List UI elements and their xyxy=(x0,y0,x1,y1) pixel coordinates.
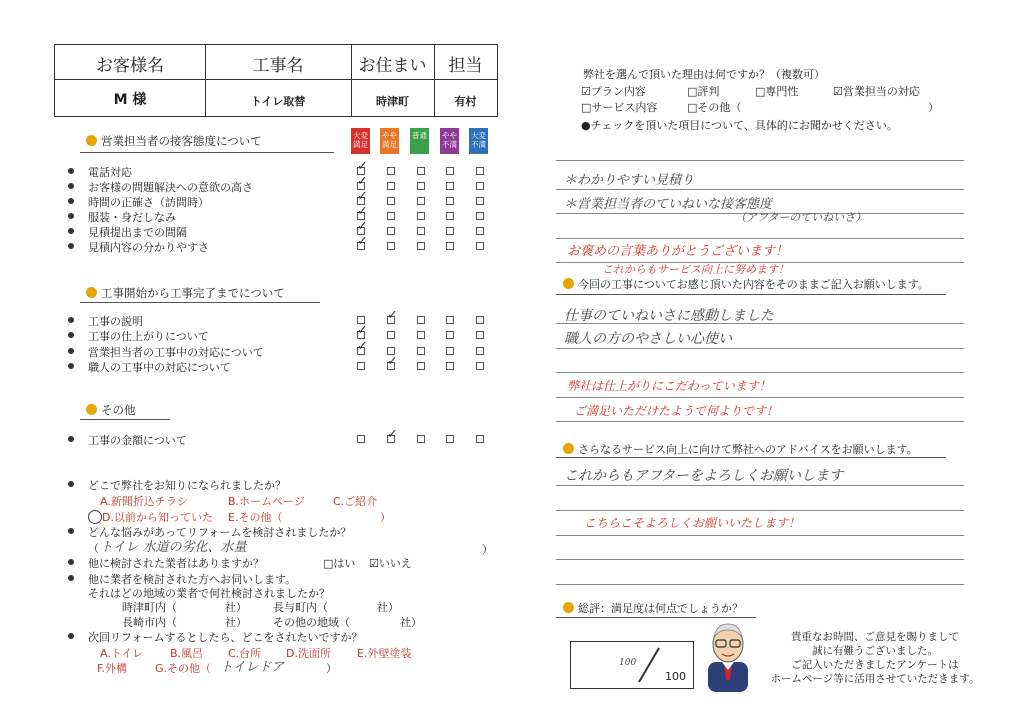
which-r2b-unit: 社） xyxy=(400,616,422,629)
section3-item-1: 工事の金額について xyxy=(68,432,187,448)
checkbox[interactable] xyxy=(387,197,395,205)
reason-opt-service[interactable]: □サービス内容 xyxy=(581,101,658,114)
question-other: 他に検討された業者はありますか？ xyxy=(68,555,264,571)
reason-hand-3[interactable]: （アフターのていねいさ） xyxy=(735,211,867,224)
section1-item-2: お客様の問題解決への意欲の高さ xyxy=(68,179,253,195)
next-opt-g-close: ） xyxy=(326,662,337,675)
checkbox[interactable] xyxy=(476,167,484,175)
checkbox[interactable] xyxy=(476,197,484,205)
question-which: 他に業者を検討された方へお伺いします。 xyxy=(68,571,296,587)
question-next: 次回リフォームするとしたら、どこをされたいですか？ xyxy=(68,629,362,645)
section1-item-1: 電話対応 xyxy=(68,164,132,180)
checkbox[interactable] xyxy=(476,227,484,235)
thanks-message xyxy=(760,630,990,686)
checkbox[interactable] xyxy=(357,362,365,370)
checkbox[interactable] xyxy=(387,182,395,190)
impression-question: 今回の工事についてお感じ頂いた内容をそのままご記入お願いします。 xyxy=(563,276,929,292)
checkbox[interactable] xyxy=(417,197,425,205)
checkbox[interactable] xyxy=(476,435,484,443)
section1-item-3: 時間の正確さ（訪問時） xyxy=(68,194,209,210)
next-opt-a[interactable]: A.トイレ xyxy=(100,647,144,660)
impression-hand-2[interactable]: 職人の方のやさしい心使い xyxy=(564,331,732,347)
checkbox[interactable] xyxy=(357,347,365,355)
header-customer-label: お客様名 xyxy=(96,56,164,76)
section1-item-4: 服装・身だしなみ xyxy=(68,209,176,225)
which-r1b: 長与町内（ xyxy=(273,601,328,614)
reason-detail-prompt: ●チェックを頂いた項目について、具体的にお聞かせください。 xyxy=(581,119,898,132)
checkbox[interactable] xyxy=(387,242,395,250)
reply-1a: お褒めの言葉ありがとうございます！ xyxy=(567,244,789,259)
rating-label-5: 大変不満 xyxy=(469,128,488,154)
thanks-line: ご記入いただきましたアンケートは xyxy=(791,659,959,671)
next-opt-c[interactable]: C.台所 xyxy=(228,647,262,660)
checkbox[interactable] xyxy=(417,347,425,355)
section1-title: 営業担当者の接客態度について xyxy=(86,133,262,149)
next-opt-f[interactable]: F.外構 xyxy=(97,662,128,675)
next-opt-g[interactable]: G.その他（ xyxy=(155,662,212,675)
checkbox[interactable] xyxy=(476,362,484,370)
reason-hand-2[interactable]: ＊営業担当者のていねいな接客態度 xyxy=(564,197,773,212)
checkbox[interactable] xyxy=(476,316,484,324)
which-r2a-unit: 社） xyxy=(225,616,247,629)
section3-title: その他 xyxy=(86,402,136,418)
score-box[interactable] xyxy=(570,641,694,689)
slash-mark xyxy=(635,646,663,684)
checkbox[interactable] xyxy=(446,197,454,205)
checkbox[interactable] xyxy=(476,212,484,220)
checkbox[interactable] xyxy=(476,182,484,190)
bulb-icon xyxy=(86,287,97,298)
source-opt-b[interactable]: B.ホームページ xyxy=(228,495,305,508)
checkbox[interactable] xyxy=(387,167,395,175)
header-staff-label: 担当 xyxy=(448,56,483,76)
other-yes[interactable]: □はい xyxy=(323,557,356,570)
advice-hand[interactable]: これからもアフターをよろしくお願いします xyxy=(564,468,844,484)
checkbox[interactable] xyxy=(417,316,425,324)
checkbox[interactable] xyxy=(476,242,484,250)
checkbox[interactable] xyxy=(387,227,395,235)
reason-opt-other-close: ） xyxy=(928,101,939,114)
checkbox[interactable] xyxy=(417,362,425,370)
checkbox[interactable] xyxy=(446,242,454,250)
source-opt-e[interactable]: E.その他（ xyxy=(228,511,283,524)
section2-item-4: 職人の工事中の対応について xyxy=(68,359,231,375)
checkbox[interactable] xyxy=(387,435,395,443)
checkbox[interactable] xyxy=(387,212,395,220)
bulb-icon xyxy=(563,278,574,289)
checkbox[interactable] xyxy=(476,331,484,339)
which-r2b: その他の地域（ xyxy=(273,616,350,629)
checkbox[interactable] xyxy=(476,347,484,355)
header-table xyxy=(54,44,498,117)
bulb-icon xyxy=(563,602,574,613)
rating-label-2: やや満足 xyxy=(380,128,399,154)
checkbox[interactable] xyxy=(417,331,425,339)
checkbox[interactable] xyxy=(387,331,395,339)
which-r1a: 時津町内（ xyxy=(122,601,177,614)
section2-item-2: 工事の仕上がりについて xyxy=(68,328,209,344)
other-no[interactable]: ☑いいえ xyxy=(369,557,412,570)
next-opt-b[interactable]: B.風呂 xyxy=(170,647,204,660)
bulb-icon xyxy=(86,135,97,146)
next-opt-g-answer[interactable]: トイレドア xyxy=(220,660,284,675)
area-name: 時津町 xyxy=(376,95,409,108)
checkbox[interactable] xyxy=(446,212,454,220)
score-question: 総評：満足度は何点でしょうか？ xyxy=(563,600,743,616)
rating-label-3: 普通 xyxy=(410,128,429,154)
bulb-icon xyxy=(563,443,574,454)
checkbox[interactable] xyxy=(446,347,454,355)
header-area-label: お住まい xyxy=(358,56,427,76)
reason-opt-plan[interactable]: ☑プラン内容 xyxy=(581,85,646,98)
checkbox[interactable] xyxy=(446,182,454,190)
reply-1b: これからもサービス向上に努めます！ xyxy=(602,263,789,276)
reply-2b: ご満足いただけたようで何よりです！ xyxy=(574,404,779,418)
rating-label-1: 大変満足 xyxy=(351,128,370,154)
reason-opt-staff[interactable]: ☑営業担当の対応 xyxy=(833,85,920,98)
source-opt-a[interactable]: A.新聞折込チラシ xyxy=(100,495,188,508)
thanks-line: ホームページ等に活用させていただきます。 xyxy=(770,673,980,685)
reason-opt-other[interactable]: □その他（ xyxy=(687,101,742,114)
checkbox[interactable] xyxy=(357,331,365,339)
source-opt-e-close: ） xyxy=(380,511,391,524)
question-source: どこで弊社をお知りになられましたか？ xyxy=(68,477,286,493)
header-work-label: 工事名 xyxy=(252,56,304,76)
staff-name: 有村 xyxy=(454,95,477,108)
worry-close: ） xyxy=(482,543,493,556)
section2-title: 工事開始から工事完了までについて xyxy=(86,285,285,301)
which-r2a: 長崎市内（ xyxy=(122,616,177,629)
rating-label-4: やや不満 xyxy=(440,128,459,154)
checkbox[interactable] xyxy=(446,362,454,370)
reason-opt-reputation[interactable]: □評判 xyxy=(687,85,720,98)
impression-hand-1[interactable]: 仕事のていねいさに感動しました xyxy=(564,308,774,324)
which-line2: それはどの地域の業者で何社検討されましたか？ xyxy=(88,587,330,600)
checkbox[interactable] xyxy=(446,316,454,324)
checkbox[interactable] xyxy=(417,242,425,250)
checkbox[interactable] xyxy=(417,182,425,190)
reason-question: 弊社を選んで頂いた理由は何ですか？（複数可） xyxy=(583,68,825,81)
section2-item-3: 営業担当者の工事中の対応について xyxy=(68,344,264,360)
next-opt-e[interactable]: E.外壁塗装 xyxy=(357,647,412,660)
checkbox[interactable] xyxy=(387,316,395,324)
checkbox[interactable] xyxy=(446,435,454,443)
checkbox[interactable] xyxy=(417,212,425,220)
reply-3: こちらこそよろしくお願いいたします！ xyxy=(584,516,801,530)
reason-hand-1[interactable]: ＊わかりやすい見積り xyxy=(564,173,695,188)
score-hand[interactable]: 100 xyxy=(619,658,637,668)
question-worry: どんな悩みがあってリフォームを検討されましたか？ xyxy=(68,524,351,540)
score-max: 100 xyxy=(665,670,686,683)
worry-open: （ xyxy=(88,542,99,555)
source-opt-c[interactable]: C.ご紹介 xyxy=(333,495,378,508)
section1-item-5: 見積提出までの間隔 xyxy=(68,224,187,240)
worry-answer[interactable]: トイレ 水道の劣化、水量 xyxy=(100,540,247,555)
customer-name: M 様 xyxy=(113,92,147,108)
section1-item-6: 見積内容の分かりやすさ xyxy=(68,239,209,255)
reason-opt-expertise[interactable]: □専門性 xyxy=(755,85,799,98)
checkbox[interactable] xyxy=(417,435,425,443)
checkbox[interactable] xyxy=(446,331,454,339)
bulb-icon xyxy=(86,404,97,415)
which-r1a-unit: 社） xyxy=(225,601,247,614)
president-illustration-icon xyxy=(702,618,754,692)
checkbox[interactable] xyxy=(417,227,425,235)
checkbox[interactable] xyxy=(446,167,454,175)
which-r1b-unit: 社） xyxy=(377,601,399,614)
advice-question: さらなるサービス向上に向けて弊社へのアドバイスをお願いします。 xyxy=(563,441,918,457)
checkbox[interactable] xyxy=(357,435,365,443)
source-opt-d[interactable]: D.以前から知っていた xyxy=(88,509,213,525)
checkbox[interactable] xyxy=(387,362,395,370)
checkbox[interactable] xyxy=(446,227,454,235)
thanks-line: 貴重なお時間、ご意見を賜りまして xyxy=(791,631,959,643)
thanks-line: 誠に有難うございました。 xyxy=(812,645,938,657)
section2-item-1: 工事の説明 xyxy=(68,313,143,329)
checkbox[interactable] xyxy=(417,167,425,175)
checkbox[interactable] xyxy=(357,242,365,250)
next-opt-d[interactable]: D.洗面所 xyxy=(286,647,331,660)
reply-2a: 弊社は仕上がりにこだわっています！ xyxy=(567,379,771,393)
work-name: トイレ取替 xyxy=(250,95,306,108)
